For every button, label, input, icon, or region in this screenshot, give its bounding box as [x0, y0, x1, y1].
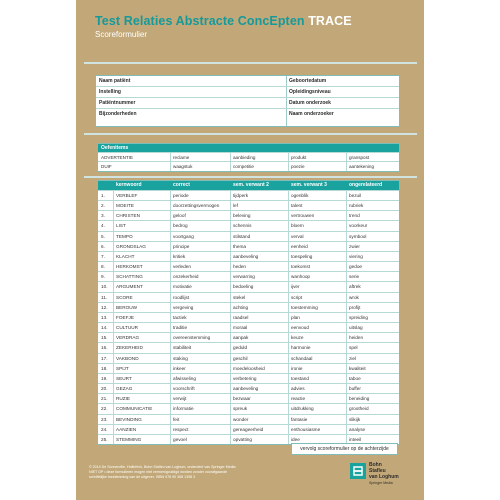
row-number: 20. — [101, 386, 108, 392]
table-cell: beneiding — [349, 396, 370, 402]
table-cell: inteeil — [349, 436, 362, 442]
table-cell: beleving — [233, 213, 251, 219]
footer-line: schriftelijke toestemming van de uitgever. ISBN 978 90 368 1398 3 — [89, 475, 196, 479]
table-cell: script — [291, 294, 303, 300]
table-cell: tijdperk — [233, 193, 249, 198]
table-cell: profijt — [349, 304, 361, 310]
table-cell: AANZIEN — [116, 426, 137, 432]
table-cell: reactie — [291, 396, 306, 402]
table-cell: verval — [291, 233, 304, 239]
table-cell: traditie — [173, 325, 188, 331]
exercise-cell: aantekening — [349, 164, 375, 169]
table-cell: respect — [173, 426, 189, 432]
info-label: Patiëntnummer — [99, 100, 136, 106]
table-cell: plan — [291, 314, 300, 320]
table-cell: motivatie — [173, 284, 192, 290]
table-cell: eenheid — [291, 243, 308, 249]
exercise-cell: poezie — [291, 164, 305, 169]
separator-line — [84, 62, 417, 64]
table-cell: idee — [291, 436, 300, 442]
table-cell: afwisseling — [173, 375, 196, 381]
table-cell: tactiek — [173, 314, 187, 320]
table-cell: keuze — [291, 335, 304, 341]
row-number: 15. — [101, 335, 108, 341]
row-number: 21. — [101, 396, 108, 402]
info-row — [96, 109, 399, 119]
table-cell: serie — [349, 274, 360, 280]
table-cell: aanbeveling — [233, 386, 259, 392]
table-cell: schennis — [233, 223, 252, 229]
table-cell: feit — [173, 416, 180, 422]
column-header: kernwoord — [116, 182, 142, 188]
row-number: 19. — [101, 375, 108, 381]
table-cell: voortgang — [173, 233, 194, 239]
exercise-cell: reclame — [173, 155, 190, 160]
table-row — [98, 383, 399, 393]
table-cell: SEURT — [116, 375, 132, 381]
table-cell: bezwaar — [233, 396, 251, 402]
table-row — [98, 302, 399, 312]
exercise-row — [98, 161, 399, 171]
row-number: 1. — [101, 193, 105, 198]
table-cell: toekomst — [291, 264, 311, 270]
table-cell: ogenblik — [291, 193, 309, 198]
row-number: 23. — [101, 416, 108, 422]
exercise-cell: competitie — [233, 164, 254, 169]
column-header: ongerelateerd — [349, 182, 383, 188]
separator-line — [84, 133, 417, 135]
table-cell: analyse — [349, 426, 366, 432]
title-main: Test Relaties Abstracte ConcEpten — [95, 14, 305, 28]
form-subtitle: Scoreformulier — [95, 30, 148, 39]
table-cell: verwarring — [233, 274, 255, 280]
row-number: 14. — [101, 325, 108, 331]
table-row — [98, 322, 399, 332]
table-cell: CHRISTEN — [116, 213, 140, 219]
table-cell: verleden — [173, 264, 191, 270]
exercise-cell: produkt — [291, 155, 307, 160]
table-cell: fantasie — [291, 416, 308, 422]
info-label: Datum onderzoek — [289, 100, 331, 106]
table-cell: HERKOMST — [116, 264, 143, 270]
table-cell: geschil — [233, 355, 248, 361]
column-header: sem. verwant 3 — [291, 182, 327, 188]
table-cell: toestemming — [291, 304, 318, 310]
table-cell: harmonie — [291, 345, 311, 351]
table-row — [98, 342, 399, 352]
table-row — [98, 363, 399, 373]
info-row — [96, 98, 399, 109]
table-cell: talent — [291, 203, 303, 209]
score-table — [97, 180, 400, 445]
table-cell: bedoeling — [233, 284, 254, 290]
table-cell: bedrog — [173, 223, 188, 229]
row-number: 9. — [101, 274, 105, 280]
table-cell: viering — [349, 253, 363, 259]
exercise-cell: waagstuk — [173, 164, 193, 169]
table-row — [98, 241, 399, 251]
table-cell: CULTUUR — [116, 325, 139, 331]
row-number: 16. — [101, 345, 108, 351]
table-cell: SCHATTING — [116, 274, 143, 280]
table-row — [98, 403, 399, 413]
table-cell: MOEITE — [116, 203, 134, 209]
table-cell: VERDRAG — [116, 335, 140, 341]
copyright-footer — [89, 465, 329, 480]
table-cell: ARGUMENT — [116, 284, 143, 290]
row-number: 22. — [101, 406, 108, 412]
table-cell: RUZIE — [116, 396, 131, 402]
table-cell: wonder — [233, 416, 249, 422]
table-cell: wanhoop — [291, 274, 311, 280]
table-cell: VAKBOND — [116, 355, 139, 361]
row-number: 5. — [101, 233, 105, 239]
table-cell: periode — [173, 193, 189, 198]
table-cell: kwaliteit — [349, 365, 366, 371]
info-label: Instelling — [99, 89, 121, 95]
table-cell: spel — [349, 345, 358, 351]
exercise-cell: aanbieding — [233, 155, 256, 160]
table-row — [98, 281, 399, 291]
table-cell: toespeling — [291, 253, 313, 259]
table-cell: wrok — [349, 294, 359, 300]
table-row — [98, 271, 399, 281]
table-cell: moraal — [233, 325, 248, 331]
table-cell: moedeloosheid — [233, 365, 265, 371]
score-table-header — [98, 181, 399, 190]
table-cell: bezuil — [349, 193, 362, 198]
table-cell: ZEKERHEID — [116, 345, 143, 351]
table-cell: stilstand — [233, 233, 251, 239]
table-cell: aftrek — [349, 284, 361, 290]
table-cell: geduld — [233, 345, 248, 351]
table-cell: gereageerheid — [233, 426, 264, 432]
publisher-logo-icon — [350, 463, 366, 479]
row-number: 8. — [101, 264, 105, 270]
info-label: Geboortedatum — [289, 78, 327, 84]
table-row — [98, 332, 399, 342]
table-cell: vertrouwen — [291, 213, 315, 219]
publisher-line: Stafleu — [369, 468, 386, 474]
table-cell: overeenstemming — [173, 335, 211, 341]
table-cell: COMMUNICATIE — [116, 406, 153, 412]
table-cell: slikijk — [349, 416, 361, 422]
column-header: correct — [173, 182, 190, 188]
table-cell: informatie — [173, 406, 194, 412]
table-cell: TEMPO — [116, 233, 133, 239]
table-cell: heiden — [349, 335, 364, 341]
publisher-line: van Loghum — [369, 474, 399, 480]
patient-info-table — [95, 75, 400, 127]
table-cell: eenvoud — [291, 325, 309, 331]
table-cell: onzekerheid — [173, 274, 199, 280]
table-cell: verbetering — [233, 375, 257, 381]
info-row — [96, 87, 399, 98]
turn-over-note: vervolg scoreformulier op de achterzijde — [291, 443, 398, 455]
separator-line — [84, 176, 417, 178]
table-cell: doorzettingsvermogen — [173, 203, 220, 209]
row-number: 2. — [101, 203, 105, 209]
table-row — [98, 220, 399, 230]
table-cell: voorkeur — [349, 223, 368, 229]
table-cell: inkeer — [173, 365, 186, 371]
table-cell: zwier — [349, 243, 360, 249]
form-title — [95, 14, 352, 28]
row-number: 18. — [101, 365, 108, 371]
row-number: 17. — [101, 355, 108, 361]
table-cell: trend — [349, 213, 360, 219]
table-cell: bloem — [291, 223, 304, 229]
table-cell: aanpak — [233, 335, 249, 341]
info-row — [96, 76, 399, 87]
table-row — [98, 353, 399, 363]
table-cell: gedoe — [349, 264, 363, 270]
footer-line: © 2014 De Sonnerville, Holtkfrink, Bohn Stafleu van Loghum, onderdeel van Springer Media — [89, 465, 236, 469]
table-cell: FOEFJE — [116, 314, 134, 320]
table-cell: ziel — [349, 355, 357, 361]
row-number: 7. — [101, 253, 105, 259]
table-cell: aanbeveling — [233, 253, 259, 259]
table-cell: GEZAG — [116, 386, 133, 392]
table-row — [98, 414, 399, 424]
publisher-name — [369, 462, 399, 486]
table-cell: raadsel — [233, 314, 249, 320]
exercise-cell: granspost — [349, 155, 370, 160]
table-cell: rubriek — [349, 203, 364, 209]
row-number: 24. — [101, 426, 108, 432]
row-number: 25. — [101, 436, 108, 442]
table-cell: kritiek — [173, 253, 186, 259]
table-cell: KLACHT — [116, 253, 135, 259]
table-cell: ijver — [291, 284, 300, 290]
table-cell: advies — [291, 386, 305, 392]
table-cell: stabiliteit — [173, 345, 192, 351]
table-cell: SCORE — [116, 294, 133, 300]
table-cell: spreuk — [233, 406, 248, 412]
table-row — [98, 312, 399, 322]
table-cell: geloof — [173, 213, 186, 219]
table-row — [98, 251, 399, 261]
table-cell: thema — [233, 243, 247, 249]
table-cell: LIST — [116, 223, 126, 229]
table-cell: opvatting — [233, 436, 253, 442]
table-cell: principe — [173, 243, 190, 249]
table-cell: SPIJT — [116, 365, 129, 371]
exercise-cell: DUIF — [101, 164, 112, 169]
table-row — [98, 292, 399, 302]
table-cell: STEMMING — [116, 436, 142, 442]
table-cell: stekel — [233, 294, 246, 300]
row-number: 4. — [101, 223, 105, 229]
table-row — [98, 200, 399, 210]
table-cell: grootheid — [349, 406, 369, 412]
table-cell: staking — [173, 355, 188, 361]
table-cell: uitslag — [349, 325, 363, 331]
publisher-line: Bohn — [369, 462, 382, 468]
table-cell: buffer — [349, 386, 361, 392]
table-cell: heden — [233, 264, 247, 270]
table-row — [98, 210, 399, 220]
publisher-sub: Springer Media — [369, 481, 393, 485]
table-cell: spreiding — [349, 314, 369, 320]
title-accent: TRACE — [308, 14, 352, 28]
table-cell: ironie — [291, 365, 303, 371]
table-cell: schandaal — [291, 355, 313, 361]
row-number: 11. — [101, 294, 108, 300]
exercise-cell: ADVERTENTIE — [101, 155, 134, 160]
info-label: Opleidingsniveau — [289, 89, 331, 95]
table-cell: VERBLEF — [116, 193, 138, 198]
row-number: 3. — [101, 213, 105, 219]
exercise-title: Oefenitems — [98, 144, 399, 152]
info-label: Naam patiënt — [99, 78, 131, 84]
table-cell: GRONDSLAG — [116, 243, 146, 249]
table-row — [98, 373, 399, 383]
table-row — [98, 190, 399, 200]
table-row — [98, 231, 399, 241]
table-cell: toestand — [291, 375, 309, 381]
exercise-items-table — [97, 143, 400, 172]
table-cell: taboe — [349, 375, 361, 381]
table-cell: verwijt — [173, 396, 187, 402]
table-cell: BEROUW — [116, 304, 138, 310]
table-cell: vergeving — [173, 304, 194, 310]
row-number: 10. — [101, 284, 108, 290]
table-cell: voorschrift — [173, 386, 195, 392]
row-number: 12. — [101, 304, 108, 310]
table-cell: enthousiasme — [291, 426, 321, 432]
table-cell: BEVINDING — [116, 416, 142, 422]
table-row — [98, 424, 399, 434]
table-cell: symbool — [349, 233, 367, 239]
column-header: sem. verwant 2 — [233, 182, 269, 188]
table-cell: gevoel — [173, 436, 187, 442]
info-label: Bijzonderheden — [99, 111, 137, 117]
row-number: 6. — [101, 243, 105, 249]
table-row — [98, 393, 399, 403]
table-cell: achting — [233, 304, 249, 310]
table-cell: uitdrukking — [291, 406, 314, 412]
table-cell: roodlijst — [173, 294, 190, 300]
footer-line: NIET OP • deze formulieren mogen niet vermenigvuldigd worden zonder voorafgaande — [89, 470, 227, 474]
info-label: Naam onderzoeker — [289, 111, 334, 117]
table-row — [98, 261, 399, 271]
table-cell: lef — [233, 203, 238, 209]
row-number: 13. — [101, 314, 108, 320]
